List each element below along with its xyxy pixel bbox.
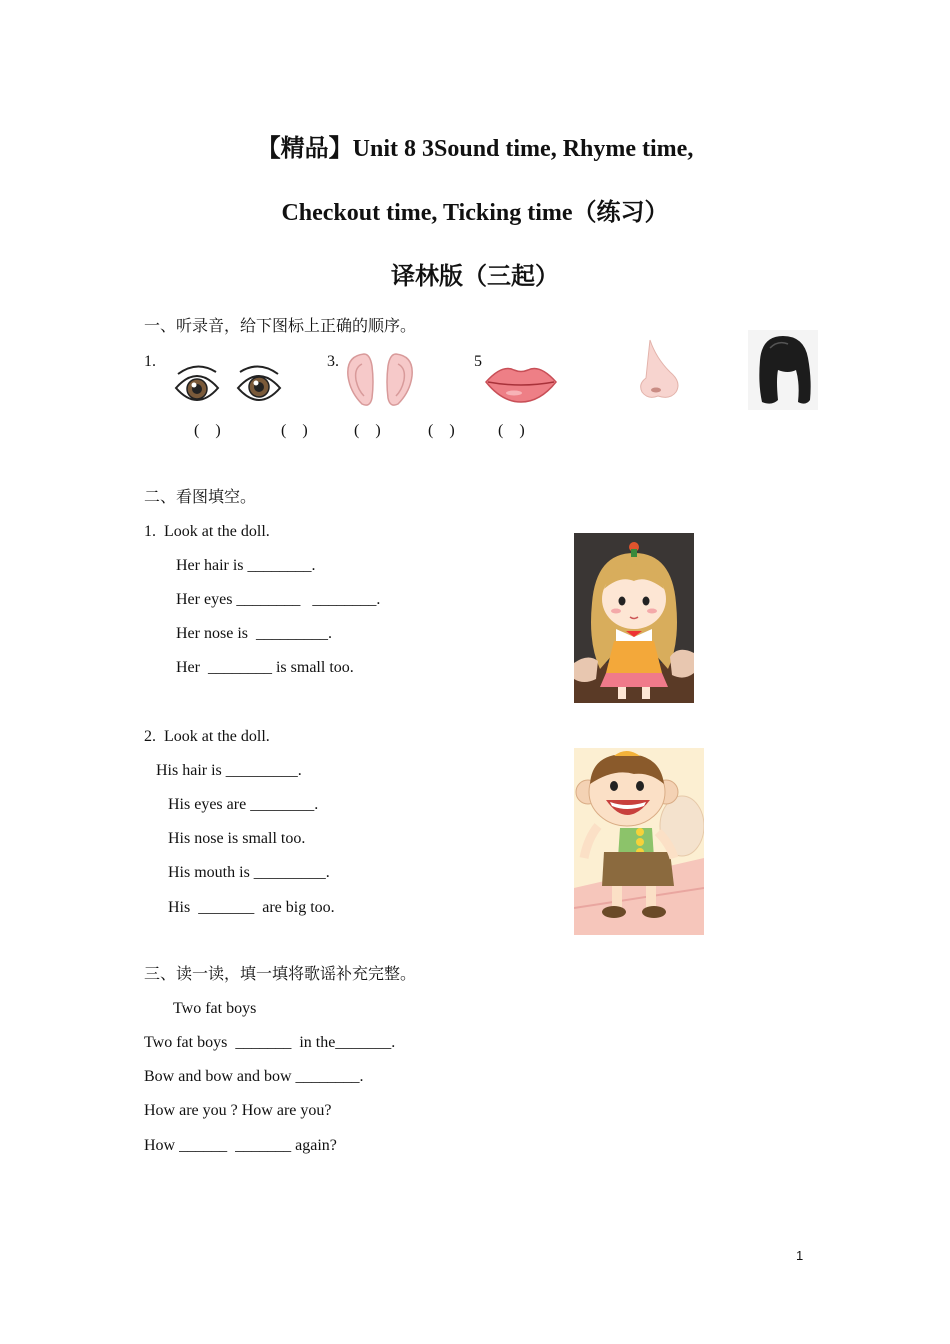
rhyme-title: Two fat boys (173, 1000, 257, 1017)
q2-intro: 2. Look at the doll. (144, 728, 270, 745)
q2-line: His _______ are big too. (168, 899, 335, 916)
eyes-icon (170, 360, 286, 410)
mouth-icon (484, 362, 558, 404)
q1-intro: 1. Look at the doll. (144, 523, 270, 540)
section3-heading: 三、读一读，填一填将歌谣补充完整。 (144, 966, 417, 983)
q2-line: His hair is _________. (156, 762, 302, 779)
title-line-2: Checkout time, Ticking time（练习） (281, 200, 669, 226)
q1-line: Her eyes ________ ________. (176, 591, 381, 608)
title-line-3: 译林版（三起） (391, 264, 559, 290)
answer-blank-3[interactable]: ( ) (354, 422, 381, 439)
q2-line: His eyes are ________. (168, 796, 319, 813)
boy-doll-picture (574, 748, 704, 935)
answer-blank-5[interactable]: ( ) (498, 422, 525, 439)
page-number: 1 (796, 1248, 804, 1263)
q1-line: Her hair is ________. (176, 557, 316, 574)
girl-doll-picture (574, 533, 694, 703)
rhyme-line: Two fat boys _______ in the_______. (144, 1034, 396, 1051)
q1-line: Her ________ is small too. (176, 659, 354, 676)
answer-blank-4[interactable]: ( ) (428, 422, 455, 439)
hair-icon (748, 330, 818, 410)
nose-icon (636, 338, 686, 402)
rhyme-line: How are you ? How are you? (144, 1102, 332, 1119)
title-line-1: 【精品】Unit 8 3Sound time, Rhyme time, (256, 136, 694, 162)
ears-icon (344, 352, 416, 408)
answer-blank-2[interactable]: ( ) (281, 422, 308, 439)
q2-line: His nose is small too. (168, 830, 306, 847)
section1-heading: 一、听录音，给下图标上正确的顺序。 (144, 318, 417, 335)
answer-blank-1[interactable]: ( ) (194, 422, 221, 439)
q2-line: His mouth is _________. (168, 864, 330, 881)
rhyme-line: Bow and bow and bow ________. (144, 1068, 364, 1085)
section2-heading: 二、看图填空。 (144, 489, 257, 506)
item-number-1: 1. (144, 353, 156, 370)
q1-line: Her nose is _________. (176, 625, 332, 642)
rhyme-line: How ______ _______ again? (144, 1137, 337, 1154)
item-number-5: 5 (474, 353, 482, 370)
item-number-3: 3. (327, 353, 339, 370)
